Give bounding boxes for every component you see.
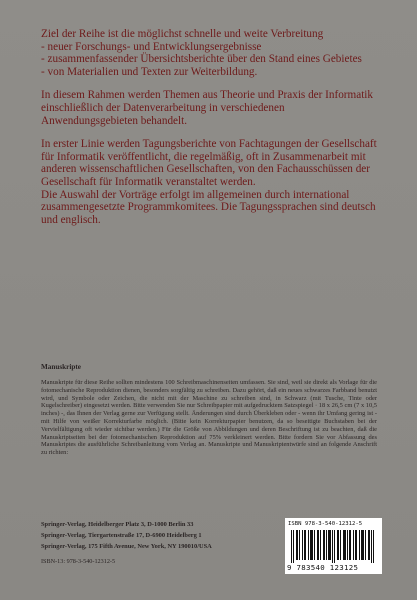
manuskripte-text: Manuskripte für diese Reihe sollten mindestens 100 Schreibmaschinenseiten umfassen. Sie sind, weil sie direkt als Vorlage für die fotomechanische Reproduktion dienen, besonders sorgfältig zu schreiben. Dazu gehört, daß ein neues schwarzes Farbband benutzt wird, und Symbole oder Zeichen, die nicht mit der Maschine zu schreiben sind, in Schwarz (mit Tusche, Tinte oder Kugelschreiber) eingesetzt werden. Bitte verwenden Sie nur Schreibpapier mit aufgedrucktem Satzspiegel · 18 x 26,5 cm (7 x 10,5 inches) -, das Ihnen der Verlag gerne zur Verfügung stellt. Änderungen sind durch Überkleben oder - wenn ihr Umfang gering ist - mit Hilfe von weißer Korrekturfarbe möglich. (Bitte kein Korrekturpapier benutzen, da so beseitigte Buchstaben bei der Vervielfältigung oft wieder sichtbar werden.) Für die Größe von Abbildungen und deren Beschriftung ist zu beachten, daß die Manuskriptseiten bei der fotomechanischen Reproduktion auf 75% verkleinert werden. Bitte fordern Sie vor Abfassung des Manuskriptes die ausführliche Schreibanleitung vom Verlag an. Manuskripte und Manuskriptentwürfe sind an folgende Anschrift zu richten: <box>41 379 377 457</box>
series-description <box>41 28 377 226</box>
intro-bullet-3: - von Materialien und Texten zur Weiterbildung. <box>41 65 258 78</box>
address-berlin: Springer-Verlag, Heidelberger Platz 3, D-1000 Berlin 33 <box>41 521 194 528</box>
isbn-13-label: ISBN-13: 978-3-540-12312-5 <box>41 558 116 565</box>
barcode-digits: 9 783540 123125 <box>287 563 359 572</box>
intro-bullet-1: - neuer Forschungs- und Entwicklungsergebnisse <box>41 40 262 53</box>
intro-paragraph-1: Ziel der Reihe ist die möglichst schnelle und weite Verbreitung <box>41 28 324 40</box>
intro-bullet-list <box>41 41 377 79</box>
publisher-addresses <box>41 519 212 553</box>
intro-paragraph-2: In diesem Rahmen werden Themen aus Theorie und Praxis der Informatik einschließlich der Datenverarbeitung in verschiedenen Anwendungsgebieten behandelt. <box>41 89 374 127</box>
intro-bullet-2: - zusammenfassender Übersichtsberichte über den Stand eines Gebietes <box>41 53 362 66</box>
address-heidelberg: Springer-Verlag, Tiergartenstraße 17, D-6900 Heidelberg 1 <box>41 532 202 540</box>
manuskripte-heading: Manuskripte <box>41 363 81 371</box>
barcode-isbn-text: ISBN 978-3-540-12312-5 <box>288 521 363 527</box>
intro-paragraph-3: In erster Linie werden Tagungsberichte von Fachtagungen der Gesellschaft für Informatik veröffentlicht, die regelmäßig, oft in Zusammenarbeit mit anderen wissenschaftlichen Gesellschaften, von den Fachausschüssen der Gesellschaft für Informatik veranstaltet werden. <box>41 138 377 188</box>
intro-paragraph-4: Die Auswahl der Vorträge erfolgt im allgemeinen durch international zusammengesetzte Programmkomitees. Die Tagungssprachen sind deutsch und englisch. <box>41 188 376 226</box>
address-new-york: Springer-Verlag, 175 Fifth Avenue, New York, NY 190010/USA <box>41 543 212 551</box>
isbn-barcode <box>285 518 382 574</box>
barcode-bars-icon <box>291 530 376 563</box>
